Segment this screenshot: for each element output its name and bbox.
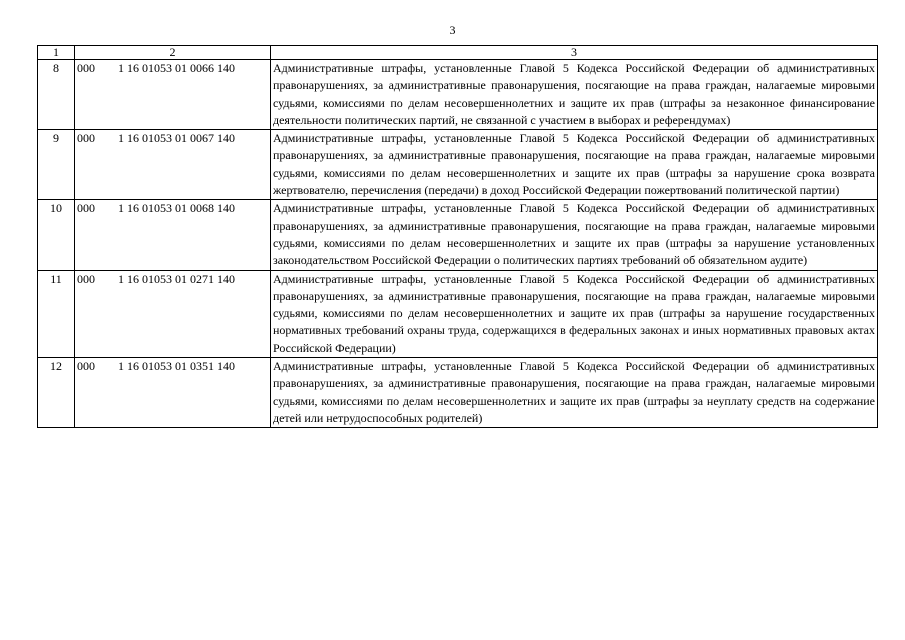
row-code-cell <box>75 270 271 357</box>
row-code-cell <box>75 358 271 428</box>
row-number: 9 <box>38 130 75 200</box>
row-description: Административные штрафы, установленные Главой 5 Кодекса Российской Федерации об административных правонарушениях, за административные правонарушения, посягающие на права граждан, налагаемые мировыми судьями, комиссиями по делам несовершеннолетних и защите их прав (штрафы за незаконное финансирование деятельности политических партий, не связанной с участием в выборах и референдумах) <box>271 60 878 130</box>
table-row <box>38 270 878 357</box>
row-description: Административные штрафы, установленные Главой 5 Кодекса Российской Федерации об административных правонарушениях, за административные правонарушения, посягающие на права граждан, налагаемые мировыми судьями, комиссиями по делам несовершеннолетних и защите их прав (штрафы за нарушение государственных нормативных требований охраны труда, содержащихся в федеральных законах и иных нормативных правовых актах Российской Федерации) <box>271 270 878 357</box>
row-number: 12 <box>38 358 75 428</box>
budget-classification-code: 1 16 01053 01 0067 140 <box>118 131 235 146</box>
table-row <box>38 358 878 428</box>
row-description: Административные штрафы, установленные Главой 5 Кодекса Российской Федерации об административных правонарушениях, за административные правонарушения, посягающие на права граждан, налагаемые мировыми судьями, комиссиями по делам несовершеннолетних и защите их прав (штрафы за нарушение установленных законодательством Российской Федерации о политических партиях требований об обязательном аудите) <box>271 200 878 270</box>
row-number: 8 <box>38 60 75 130</box>
row-number: 11 <box>38 270 75 357</box>
admin-code: 000 <box>77 131 95 146</box>
row-description: Административные штрафы, установленные Главой 5 Кодекса Российской Федерации об административных правонарушениях, за административные правонарушения, посягающие на права граждан, налагаемые мировыми судьями, комиссиями по делам несовершеннолетних и защите их прав (штрафы за нарушение срока возврата жертвователю, перечисления (передачи) в доход Российской Федерации пожертвований политической партии) <box>271 130 878 200</box>
admin-code: 000 <box>77 61 95 75</box>
admin-code: 000 <box>77 271 95 286</box>
row-code-cell <box>75 200 271 270</box>
budget-classification-code: 1 16 01053 01 0068 140 <box>118 201 235 216</box>
row-code-cell <box>75 60 271 130</box>
header-col-2: 2 <box>75 46 271 60</box>
row-description: Административные штрафы, установленные Главой 5 Кодекса Российской Федерации об административных правонарушениях, за административные правонарушения, посягающие на права граждан, налагаемые мировыми судьями, комиссиями по делам несовершеннолетних и защите их прав (штрафы за неуплату средств на содержание детей или нетрудоспособных родителей) <box>271 358 878 428</box>
table-row <box>38 130 878 200</box>
header-col-3: 3 <box>271 46 878 60</box>
budget-classification-code: 1 16 01053 01 0351 140 <box>118 359 235 374</box>
admin-code: 000 <box>77 359 95 374</box>
row-code-cell <box>75 130 271 200</box>
table-row <box>38 200 878 270</box>
table-row <box>38 60 878 130</box>
header-col-1: 1 <box>38 46 75 60</box>
page-number: 3 <box>449 23 456 37</box>
budget-classification-code: 1 16 01053 01 0271 140 <box>118 271 235 286</box>
budget-classification-code: 1 16 01053 01 0066 140 <box>118 61 235 75</box>
admin-code: 000 <box>77 201 95 216</box>
revenue-codes-table <box>37 45 878 428</box>
table-header-row <box>38 46 878 60</box>
row-number: 10 <box>38 200 75 270</box>
